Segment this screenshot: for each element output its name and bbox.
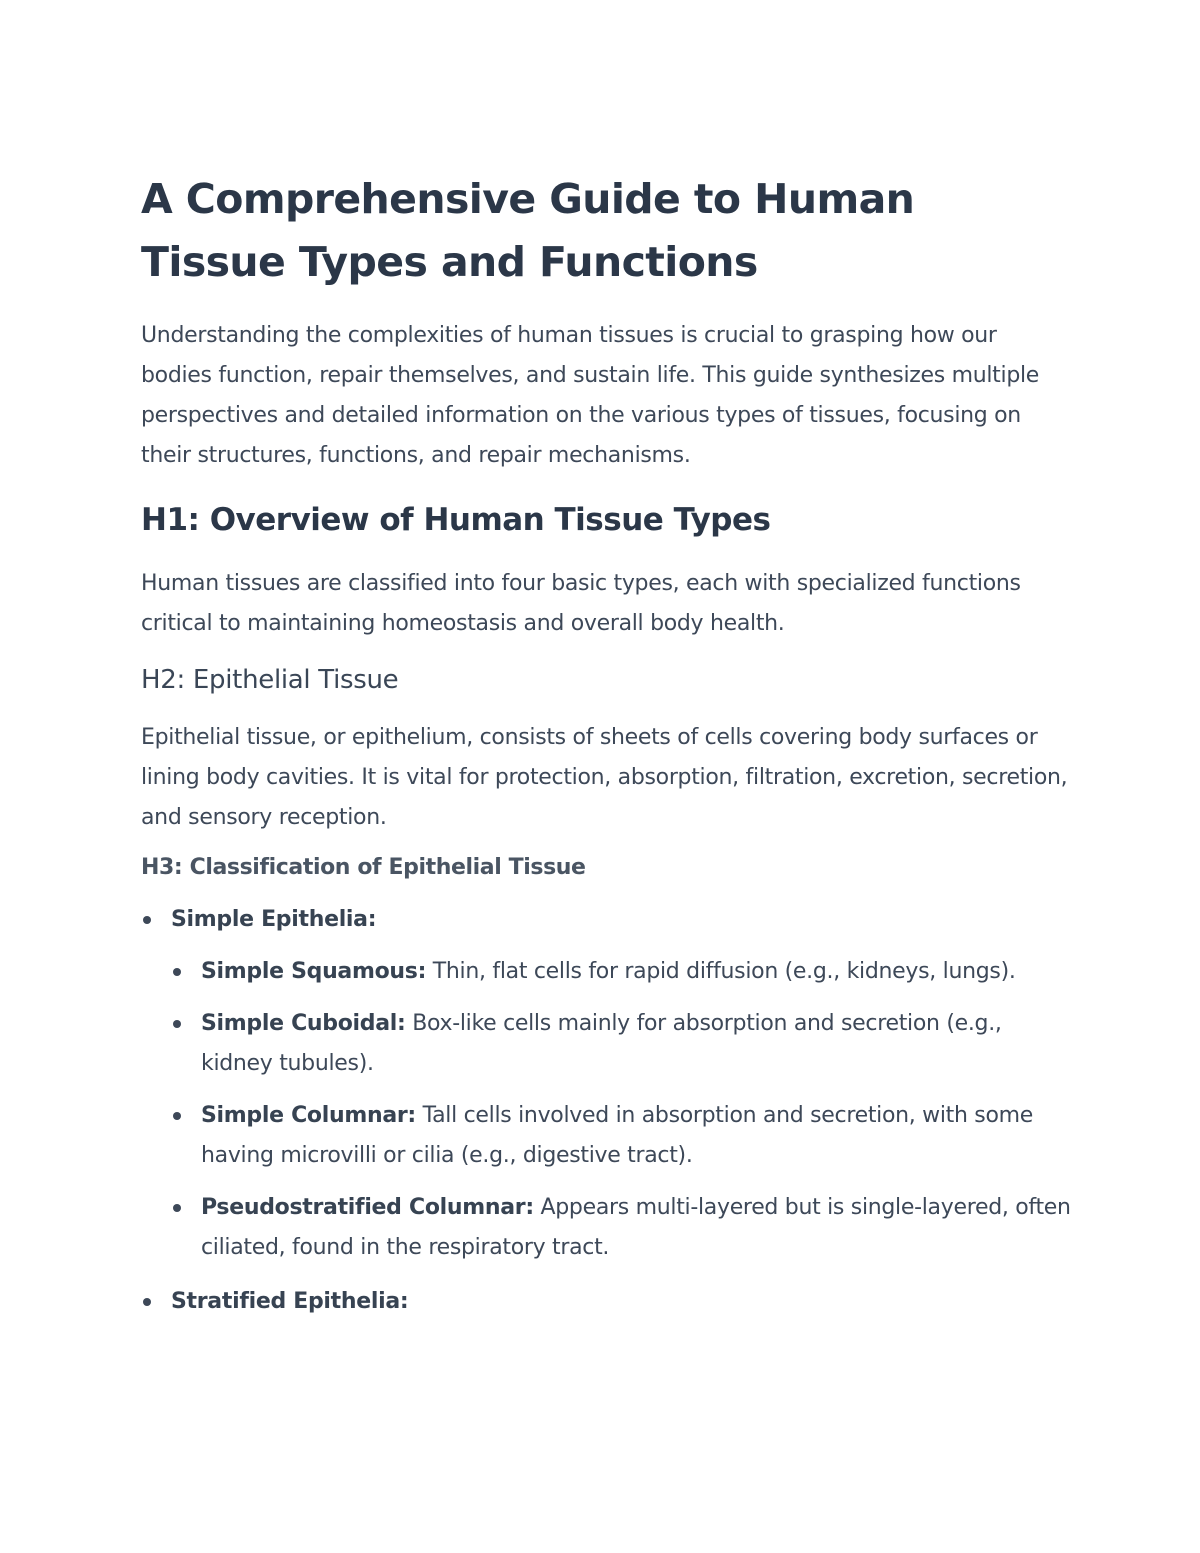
bullet-icon	[173, 1204, 181, 1212]
list-item-term: Pseudostratified Columnar:	[201, 1195, 534, 1220]
list-item-label: Stratified Epithelia:	[171, 1289, 409, 1314]
simple-epithelia-sublist	[171, 952, 1071, 1268]
document-page	[141, 168, 1071, 1322]
list-item-simple-epithelia	[141, 900, 1071, 1268]
subheading-classification: H3: Classification of Epithelial Tissue	[141, 855, 586, 880]
classification-list	[141, 900, 1071, 1322]
overview-paragraph: Human tissues are classified into four basic types, each with specialized functions critical to maintaining homeostasis and overall body health.	[141, 571, 1021, 636]
document-title: A Comprehensive Guide to Human Tissue Types and Functions	[141, 175, 915, 286]
bullet-icon	[173, 1112, 181, 1120]
bullet-icon	[173, 968, 181, 976]
list-item	[171, 1096, 1071, 1176]
list-item	[171, 1188, 1071, 1268]
bullet-icon	[143, 1298, 151, 1306]
list-item-term: Simple Cuboidal:	[201, 1011, 406, 1036]
list-item	[171, 1004, 1071, 1084]
list-item-term: Simple Columnar:	[201, 1103, 416, 1128]
section-heading-epithelial: H2: Epithelial Tissue	[141, 665, 399, 695]
intro-paragraph: Understanding the complexities of human tissues is crucial to grasping how our bodies function, repair themselves, and sustain life. This guide synthesizes multiple perspectives and detailed information on the various types of tissues, focusing on their structures, functions, and repair mechanisms.	[141, 323, 1040, 468]
list-item-text: Appears multi-layered but is single-layered, often ciliated, found in the respiratory tract.	[201, 1195, 1071, 1260]
section-heading-overview: H1: Overview of Human Tissue Types	[141, 502, 771, 538]
list-item	[171, 952, 1071, 992]
list-item-text: Thin, flat cells for rapid diffusion (e.g., kidneys, lungs).	[426, 959, 1016, 984]
list-item-text: Box-like cells mainly for absorption and secretion (e.g., kidney tubules).	[201, 1011, 1002, 1076]
list-item-term: Simple Squamous:	[201, 959, 427, 984]
list-item-label: Simple Epithelia:	[171, 907, 377, 932]
bullet-icon	[143, 916, 151, 924]
bullet-icon	[173, 1020, 181, 1028]
list-item-stratified-epithelia	[141, 1282, 1071, 1322]
list-item-text: Tall cells involved in absorption and secretion, with some having microvilli or cilia (e.g., digestive tract).	[201, 1103, 1033, 1168]
epithelial-paragraph: Epithelial tissue, or epithelium, consists of sheets of cells covering body surfaces or lining body cavities. It is vital for protection, absorption, filtration, excretion, secretion, and sensory reception.	[141, 725, 1068, 830]
